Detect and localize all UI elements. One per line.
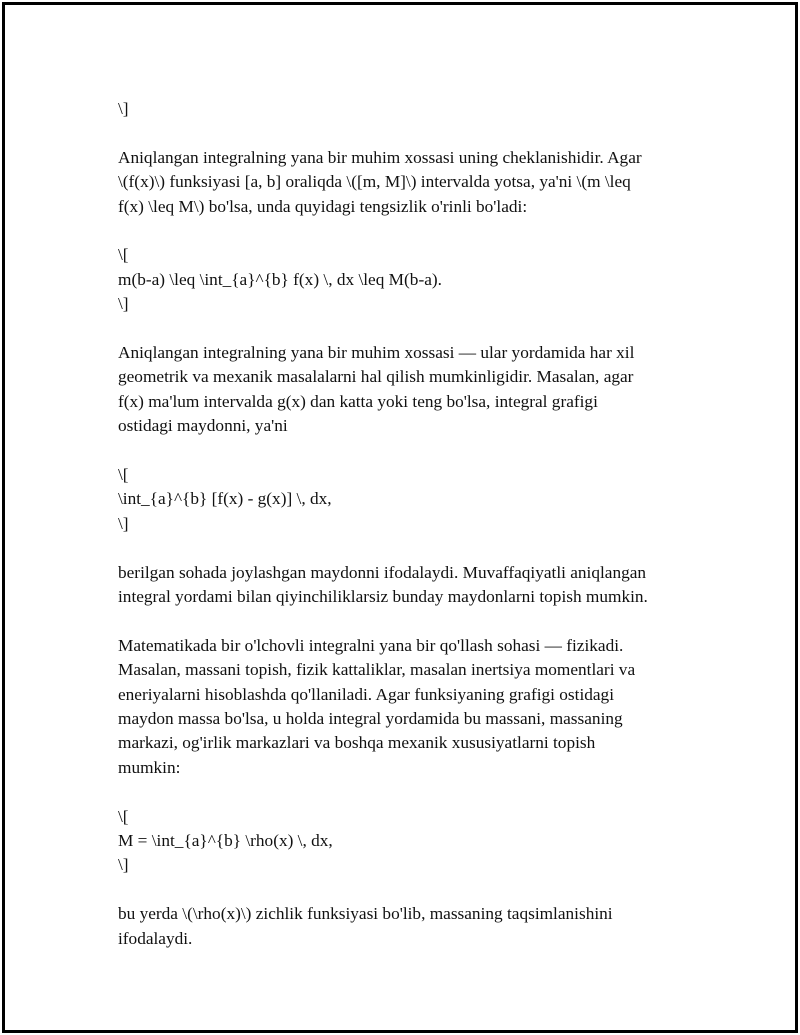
math-line: \[ bbox=[118, 245, 129, 265]
math-line: m(b-a) \leq \int_{a}^{b} f(x) \, dx \leq M(b-a). bbox=[118, 269, 442, 289]
text-line: berilgan sohada joylashgan maydonni ifodalaydi. Muvaffaqiyatli aniqlangan bbox=[118, 562, 647, 582]
math-line: M = \int_{a}^{b} \rho(x) \, dx, bbox=[118, 831, 333, 851]
math-line: \int_{a}^{b} [f(x) - g(x)] \, dx, bbox=[118, 489, 332, 509]
paragraph-density-explanation bbox=[118, 902, 698, 951]
text-line: eneriyalarni hisoblashda qo'llaniladi. Agar funksiyaning grafigi ostidagi bbox=[118, 684, 614, 704]
math-block-mass-integral bbox=[118, 805, 698, 878]
paragraph-bounds-property bbox=[118, 146, 698, 219]
text-line: markazi, og'irlik markazlari va boshqa mexanik xususiyatlarni topish bbox=[118, 733, 596, 753]
text-line: integral yordami bilan qiyinchiliklarsiz bunday maydonlarni topish mumkin. bbox=[118, 587, 648, 607]
paragraph-area-result bbox=[118, 561, 698, 610]
text-line: f(x) ma'lum intervalda g(x) dan katta yoki teng bo'lsa, integral grafigi bbox=[118, 391, 598, 411]
text-line: mumkin: bbox=[118, 757, 181, 777]
text-line: geometrik va mexanik masalalarni hal qilish mumkinligidir. Masalan, agar bbox=[118, 367, 634, 387]
math-block-inequality bbox=[118, 243, 698, 316]
math-line: \] bbox=[118, 294, 129, 314]
document-body bbox=[118, 97, 698, 975]
text-line: bu yerda \(\rho(x)\) zichlik funksiyasi bo'lib, massaning taqsimlanishini bbox=[118, 904, 613, 924]
math-line: \[ bbox=[118, 465, 129, 485]
paragraph-area-property bbox=[118, 341, 698, 439]
paragraph-physics-application bbox=[118, 634, 698, 780]
math-block-area-integral bbox=[118, 463, 698, 536]
text-line: \(f(x)\) funksiyasi [a, b] oraliqda \([m, M]\) intervalda yotsa, ya'ni \(m \leq bbox=[118, 172, 631, 192]
math-line: \] bbox=[118, 855, 129, 875]
text-line: Aniqlangan integralning yana bir muhim xossasi uning cheklanishidir. Agar bbox=[118, 147, 642, 167]
math-block-end bbox=[118, 97, 698, 121]
text-line: ostidagi maydonni, ya'ni bbox=[118, 416, 288, 436]
text-line: Masalan, massani topish, fizik kattaliklar, masalan inertsiya momentlari va bbox=[118, 660, 636, 680]
text-line: Matematikada bir o'lchovli integralni yana bir qo'llash sohasi — fizikadi. bbox=[118, 635, 624, 655]
page-frame bbox=[2, 2, 798, 1033]
math-line: \[ bbox=[118, 806, 129, 826]
text-line: ifodalaydi. bbox=[118, 928, 193, 948]
text-line: Aniqlangan integralning yana bir muhim xossasi — ular yordamida har xil bbox=[118, 343, 635, 363]
math-line: \] bbox=[118, 513, 129, 533]
math-line: \] bbox=[118, 99, 129, 118]
text-line: f(x) \leq M\) bo'lsa, unda quyidagi tengsizlik o'rinli bo'ladi: bbox=[118, 196, 528, 216]
text-line: maydon massa bo'lsa, u holda integral yordamida bu massani, massaning bbox=[118, 709, 623, 729]
